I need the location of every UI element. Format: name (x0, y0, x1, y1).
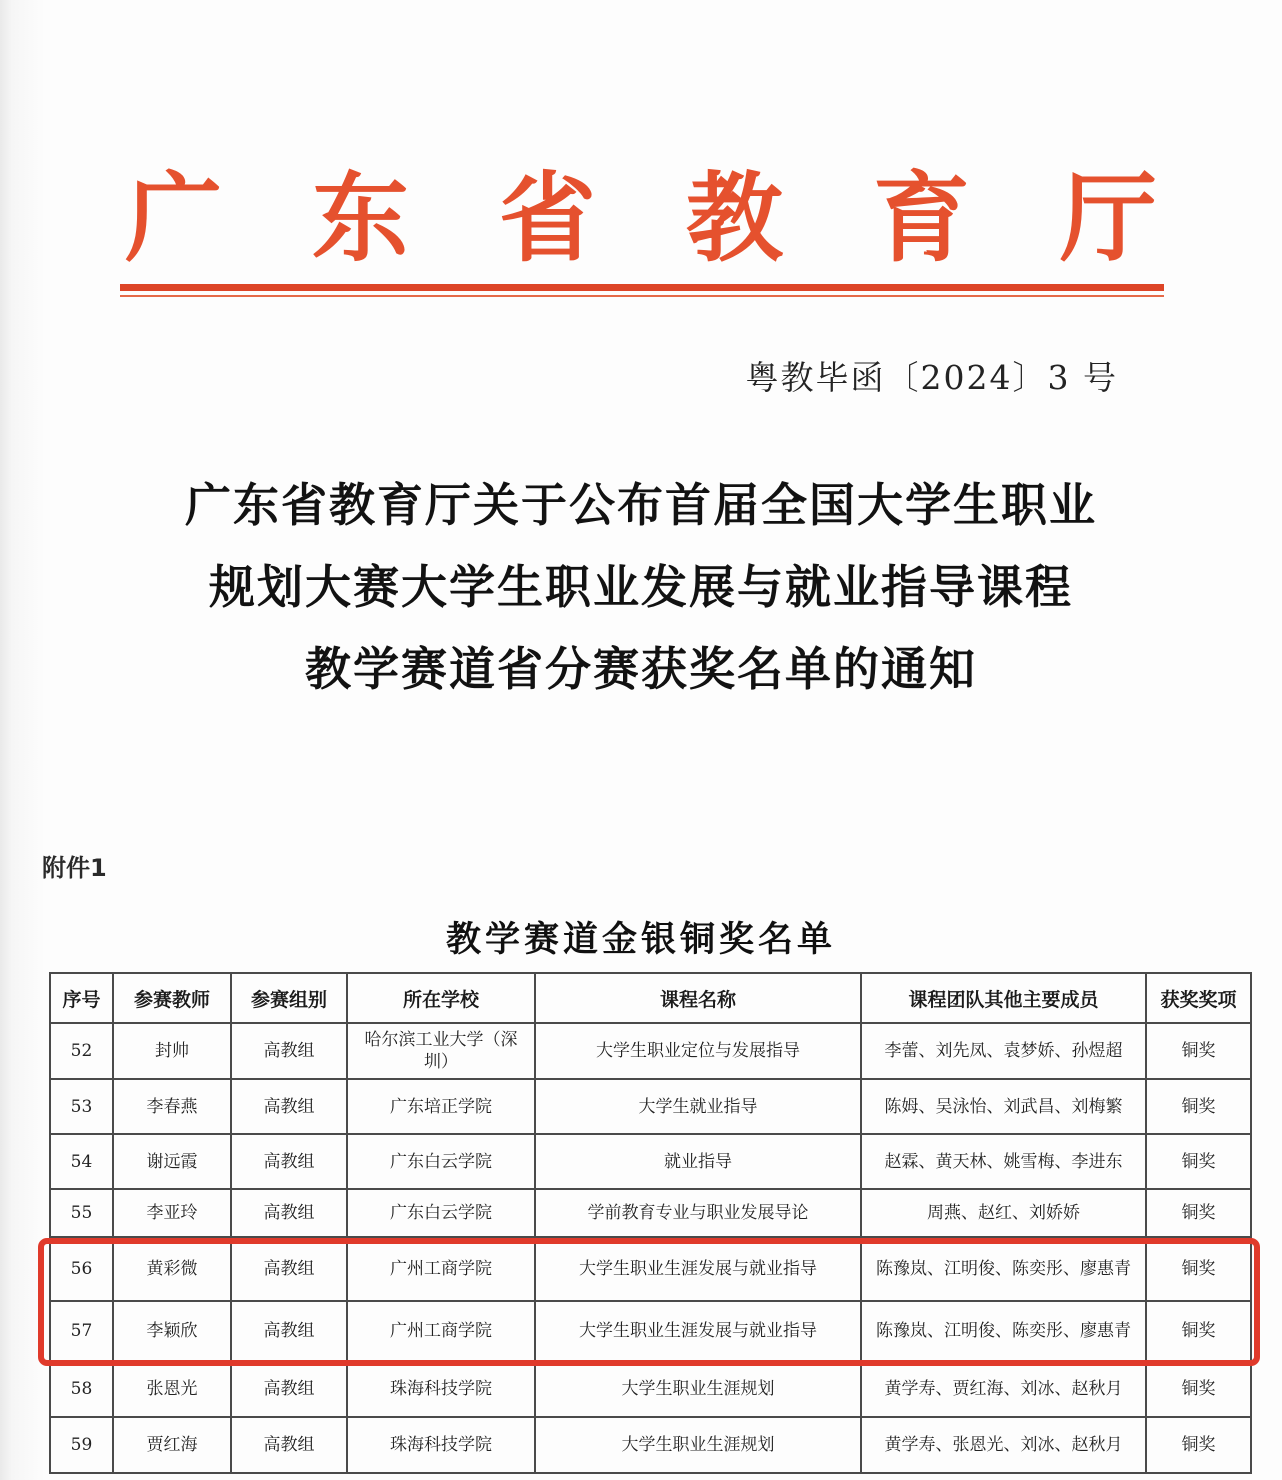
cell-team: 陈豫岚、江明俊、陈奕彤、廖惠青 (861, 1237, 1146, 1301)
notice-title (0, 464, 1282, 710)
header-cell-course: 课程名称 (535, 973, 861, 1023)
cell-teacher: 张恩光 (113, 1361, 231, 1417)
cell-teacher: 黄彩微 (113, 1237, 231, 1301)
cell-course: 就业指导 (535, 1134, 861, 1189)
cell-team: 陈豫岚、江明俊、陈奕彤、廖惠青 (861, 1301, 1146, 1361)
table-row (50, 1417, 1251, 1473)
cell-course: 学前教育专业与职业发展导论 (535, 1189, 861, 1237)
cell-team: 黄学寿、贾红海、刘冰、赵秋月 (861, 1361, 1146, 1417)
cell-school: 哈尔滨工业大学（深圳） (347, 1023, 535, 1079)
award-table-title: 教学赛道金银铜奖名单 (445, 919, 836, 960)
cell-teacher: 李颖欣 (113, 1301, 231, 1361)
award-table-wrap (49, 972, 1250, 1474)
notice-title-line-1: 广东省教育厅关于公布首届全国大学生职业 (185, 478, 1097, 532)
cell-group: 高教组 (231, 1417, 347, 1473)
cell-teacher: 贾红海 (113, 1417, 231, 1473)
table-row (50, 1134, 1251, 1189)
cell-no: 54 (50, 1134, 113, 1189)
cell-team: 周燕、赵红、刘娇娇 (861, 1189, 1146, 1237)
cell-school: 广州工商学院 (347, 1237, 535, 1301)
document-number: 粤教毕函〔2024〕3 号 (745, 358, 1118, 397)
cell-course: 大学生职业生涯发展与就业指导 (535, 1301, 861, 1361)
notice-title-line-3: 教学赛道省分赛获奖名单的通知 (305, 642, 977, 696)
header-cell-award: 获奖奖项 (1146, 973, 1251, 1023)
cell-team: 李蕾、刘先凤、袁梦娇、孙煜超 (861, 1023, 1146, 1079)
cell-group: 高教组 (231, 1134, 347, 1189)
award-table (49, 972, 1252, 1474)
header-cell-no: 序号 (50, 973, 113, 1023)
cell-school: 广东白云学院 (347, 1134, 535, 1189)
cell-no: 58 (50, 1361, 113, 1417)
cell-teacher: 谢远霞 (113, 1134, 231, 1189)
cell-course: 大学生职业生涯规划 (535, 1361, 861, 1417)
cell-no: 52 (50, 1023, 113, 1079)
cell-award: 铜奖 (1146, 1189, 1251, 1237)
cell-award: 铜奖 (1146, 1417, 1251, 1473)
masthead-rule-thick (120, 284, 1164, 291)
cell-award: 铜奖 (1146, 1237, 1251, 1301)
header-cell-teacher: 参赛教师 (113, 973, 231, 1023)
cell-group: 高教组 (231, 1189, 347, 1237)
cell-teacher: 李亚玲 (113, 1189, 231, 1237)
cell-school: 珠海科技学院 (347, 1361, 535, 1417)
cell-no: 55 (50, 1189, 113, 1237)
cell-team: 陈姆、吴泳怡、刘武昌、刘梅繁 (861, 1079, 1146, 1134)
cell-award: 铜奖 (1146, 1079, 1251, 1134)
cell-team: 赵霖、黄天林、姚雪梅、李进东 (861, 1134, 1146, 1189)
table-row (50, 1361, 1251, 1417)
agency-masthead: 广东省教育厅 (125, 161, 1247, 275)
cell-award: 铜奖 (1146, 1361, 1251, 1417)
cell-school: 广州工商学院 (347, 1301, 535, 1361)
cell-teacher: 封帅 (113, 1023, 231, 1079)
header-cell-school: 所在学校 (347, 973, 535, 1023)
header-cell-team: 课程团队其他主要成员 (861, 973, 1146, 1023)
cell-group: 高教组 (231, 1079, 347, 1134)
cell-school: 广东培正学院 (347, 1079, 535, 1134)
cell-no: 53 (50, 1079, 113, 1134)
table-row (50, 1301, 1251, 1361)
table-header-row (50, 973, 1251, 1023)
cell-award: 铜奖 (1146, 1301, 1251, 1361)
cell-course: 大学生职业生涯规划 (535, 1417, 861, 1473)
cell-group: 高教组 (231, 1023, 347, 1079)
notice-title-line-2: 规划大赛大学生职业发展与就业指导课程 (209, 560, 1073, 614)
table-row (50, 1189, 1251, 1237)
cell-group: 高教组 (231, 1301, 347, 1361)
cell-no: 57 (50, 1301, 113, 1361)
cell-award: 铜奖 (1146, 1023, 1251, 1079)
cell-no: 59 (50, 1417, 113, 1473)
cell-group: 高教组 (231, 1361, 347, 1417)
table-row (50, 1023, 1251, 1079)
cell-course: 大学生职业生涯发展与就业指导 (535, 1237, 861, 1301)
cell-no: 56 (50, 1237, 113, 1301)
table-row (50, 1079, 1251, 1134)
cell-course: 大学生就业指导 (535, 1079, 861, 1134)
cell-course: 大学生职业定位与发展指导 (535, 1023, 861, 1079)
cell-team: 黄学寿、张恩光、刘冰、赵秋月 (861, 1417, 1146, 1473)
masthead-rule-thin (120, 295, 1164, 297)
cell-group: 高教组 (231, 1237, 347, 1301)
cell-award: 铜奖 (1146, 1134, 1251, 1189)
cell-school: 珠海科技学院 (347, 1417, 535, 1473)
table-row (50, 1237, 1251, 1301)
cell-teacher: 李春燕 (113, 1079, 231, 1134)
cell-school: 广东白云学院 (347, 1189, 535, 1237)
attachment-label: 附件1 (42, 854, 107, 882)
header-cell-group: 参赛组别 (231, 973, 347, 1023)
